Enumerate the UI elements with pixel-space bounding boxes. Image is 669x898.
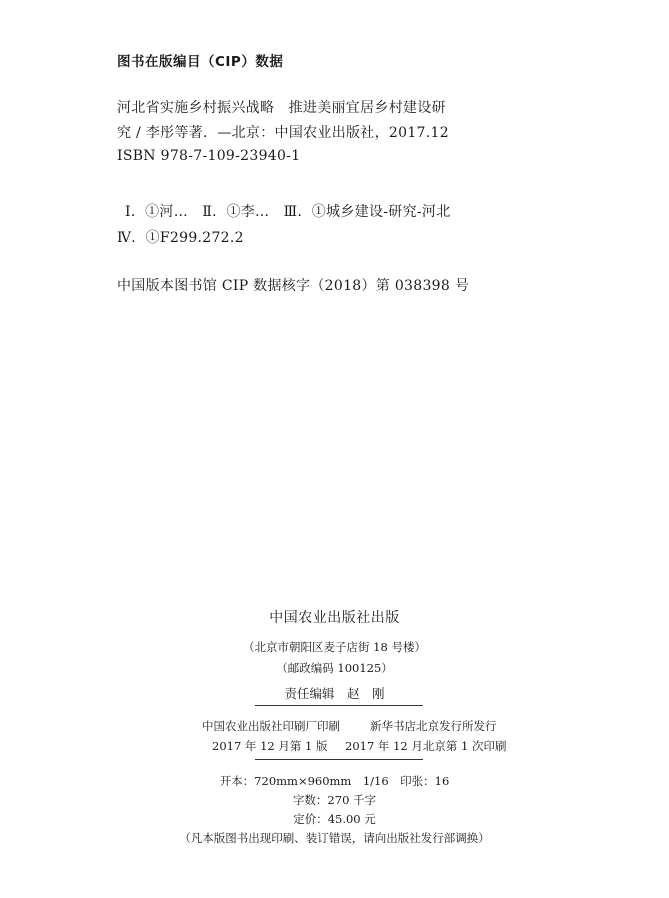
cip-title-line-2: 究 / 李彤等著．—北京：中国农业出版社，2017.12	[117, 125, 449, 141]
responsible-editor: 责任编辑 赵 刚	[284, 686, 385, 701]
cip-isbn: ISBN 978-7-109-23940-1	[117, 148, 301, 164]
distributor: 新华书店北京发行所发行	[370, 719, 497, 733]
cip-heading: 图书在版编目（CIP）数据	[117, 54, 284, 70]
price: 定价：45.00 元	[293, 812, 376, 826]
cip-record-number: 中国版本图书馆 CIP 数据核字（2018）第 038398 号	[117, 278, 470, 294]
cip-classification-1: Ⅰ．①河… Ⅱ．①李… Ⅲ．①城乡建设-研究-河北	[125, 204, 451, 220]
impression: 2017 年 12 月北京第 1 次印刷	[345, 739, 507, 753]
publisher-address: （北京市朝阳区麦子店街 18 号楼）	[243, 640, 426, 654]
edition: 2017 年 12 月第 1 版	[212, 739, 328, 753]
cip-title-line-1: 河北省实施乡村振兴战略 推进美丽宜居乡村建设研	[117, 100, 446, 116]
divider-bottom	[255, 759, 423, 760]
defect-notice: （凡本版图书出现印刷、装订错误，请向出版社发行部调换）	[179, 831, 490, 845]
postal-code: （邮政编码 100125）	[276, 661, 393, 675]
word-count: 字数：270 千字	[292, 793, 377, 807]
printing-row-1	[202, 718, 497, 734]
publisher-name: 中国农业出版社出版	[269, 610, 400, 626]
divider-top	[255, 705, 423, 706]
format-spec: 开本：720mm×960mm 1/16 印张：16	[219, 774, 450, 788]
printer: 中国农业出版社印刷厂印刷	[202, 719, 340, 733]
cip-classification-2: Ⅳ．①F299.272.2	[117, 230, 244, 246]
